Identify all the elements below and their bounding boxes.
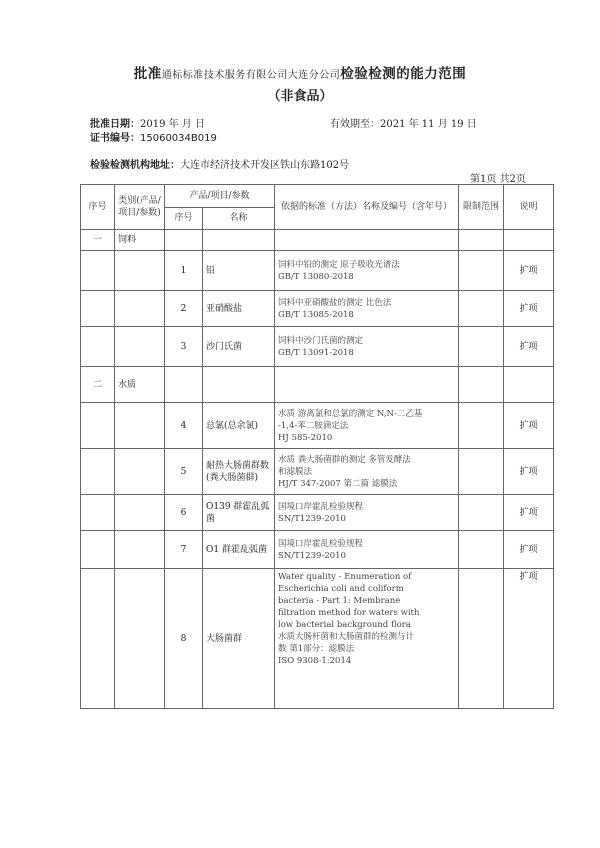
row-no: 7 (165, 531, 203, 569)
row-note: 扩项 (504, 327, 554, 367)
row-name: 耐热大肠菌群数(粪大肠菌群) (203, 449, 275, 495)
address-label: 检验检测机构地址： (90, 160, 180, 171)
row-note: 扩项 (504, 569, 554, 709)
row-limit (459, 291, 504, 327)
section-row (81, 230, 554, 251)
header-note: 说明 (504, 185, 554, 230)
header-standard: 依据的标准（方法）名称及编号（含年号） (275, 185, 459, 230)
table-row (81, 291, 554, 327)
approve-date (90, 115, 205, 130)
row-no: 3 (165, 327, 203, 367)
table-row (81, 569, 554, 709)
row-note: 扩项 (504, 251, 554, 291)
section-seq: 一 (81, 230, 115, 251)
row-no: 1 (165, 251, 203, 291)
row-name: 总氯(总余氯) (203, 403, 275, 449)
section-name: 水质 (115, 367, 165, 403)
row-name: 铅 (203, 251, 275, 291)
row-standard: 国境口岸霍乱检验规程 SN/T1239-2010 (275, 495, 459, 531)
row-no: 6 (165, 495, 203, 531)
header-sub-seq: 序号 (165, 207, 203, 230)
page-title (0, 62, 600, 82)
row-no: 5 (165, 449, 203, 495)
row-name: 大肠菌群 (203, 569, 275, 709)
cert-number (90, 129, 217, 144)
section-name: 饲料 (115, 230, 165, 251)
row-limit (459, 495, 504, 531)
row-standard: 饲料中沙门氏菌的测定 GB/T 13091-2018 (275, 327, 459, 367)
row-limit (459, 531, 504, 569)
header-product: 产品/项目/参数 (165, 185, 275, 208)
row-standard: 国境口岸霍乱检验规程 SN/T1239-2010 (275, 531, 459, 569)
valid-date (330, 115, 477, 130)
row-standard: 饲料中亚硝酸盐的测定 比色法 GB/T 13085-2018 (275, 291, 459, 327)
row-no: 4 (165, 403, 203, 449)
row-note: 扩项 (504, 449, 554, 495)
header-row-1 (81, 185, 554, 208)
row-name: O1 群霍乱弧菌 (203, 531, 275, 569)
title-suffix: 检验检测的能力范围 (340, 66, 467, 82)
row-standard: 饲料中铅的测定 原子吸收光谱法 GB/T 13080-2018 (275, 251, 459, 291)
row-name: O139 群霍乱弧菌 (203, 495, 275, 531)
address-value: 大连市经济技术开发区铁山东路102号 (180, 160, 350, 171)
header-seq: 序号 (81, 185, 115, 230)
row-no: 8 (165, 569, 203, 709)
row-no: 2 (165, 291, 203, 327)
row-standard: Water quality - Enumeration of Escherichia coli and coliform bacteria - Part 1: Membrane filtration method for waters with low bacterial background flora 水质大肠杆菌和大肠菌群的检测与计 数 第1部分：滤膜法 ISO 9308-1:2014 (275, 569, 459, 709)
table-row (81, 495, 554, 531)
row-note: 扩项 (504, 531, 554, 569)
row-limit (459, 327, 504, 367)
cert-label: 证书编号： (90, 133, 140, 144)
scope-table (80, 184, 554, 709)
section-seq: 二 (81, 367, 115, 403)
approve-value: 2019 年 月 日 (140, 119, 205, 130)
header-name: 名称 (203, 207, 275, 230)
row-limit (459, 403, 504, 449)
table-row (81, 251, 554, 291)
header-category: 类别(产品/项目/参数) (115, 185, 165, 230)
address (90, 156, 349, 171)
table-row (81, 327, 554, 367)
company-name: 通标标准技术服务有限公司大连分公司 (161, 70, 341, 81)
row-note: 扩项 (504, 291, 554, 327)
row-limit (459, 449, 504, 495)
table-row (81, 403, 554, 449)
row-standard: 水质 粪大肠菌群的测定 多管发酵法 和滤膜法 HJ/T 347-2007 第二篇 滤膜法 (275, 449, 459, 495)
header-limit: 限制范围 (459, 185, 504, 230)
table-row (81, 449, 554, 495)
valid-label: 有效期至： (330, 119, 380, 130)
row-limit (459, 569, 504, 709)
row-limit (459, 251, 504, 291)
row-note: 扩项 (504, 495, 554, 531)
row-note: 扩项 (504, 403, 554, 449)
section-row (81, 367, 554, 403)
approve-label: 批准日期： (90, 119, 140, 130)
page-subtitle: （非食品） (267, 89, 333, 104)
valid-value: 2021 年 11 月 19 日 (380, 119, 477, 130)
page-info: 第1页 共2页 (470, 174, 526, 185)
cert-value: 15060034B019 (140, 133, 217, 144)
row-name: 亚硝酸盐 (203, 291, 275, 327)
row-standard: 水质 游离氯和总氯的测定 N,N-二乙基 -1,4-苯二胺滴定法 HJ 585-2010 (275, 403, 459, 449)
title-prefix: 批准 (133, 66, 162, 82)
row-name: 沙门氏菌 (203, 327, 275, 367)
table-row (81, 531, 554, 569)
